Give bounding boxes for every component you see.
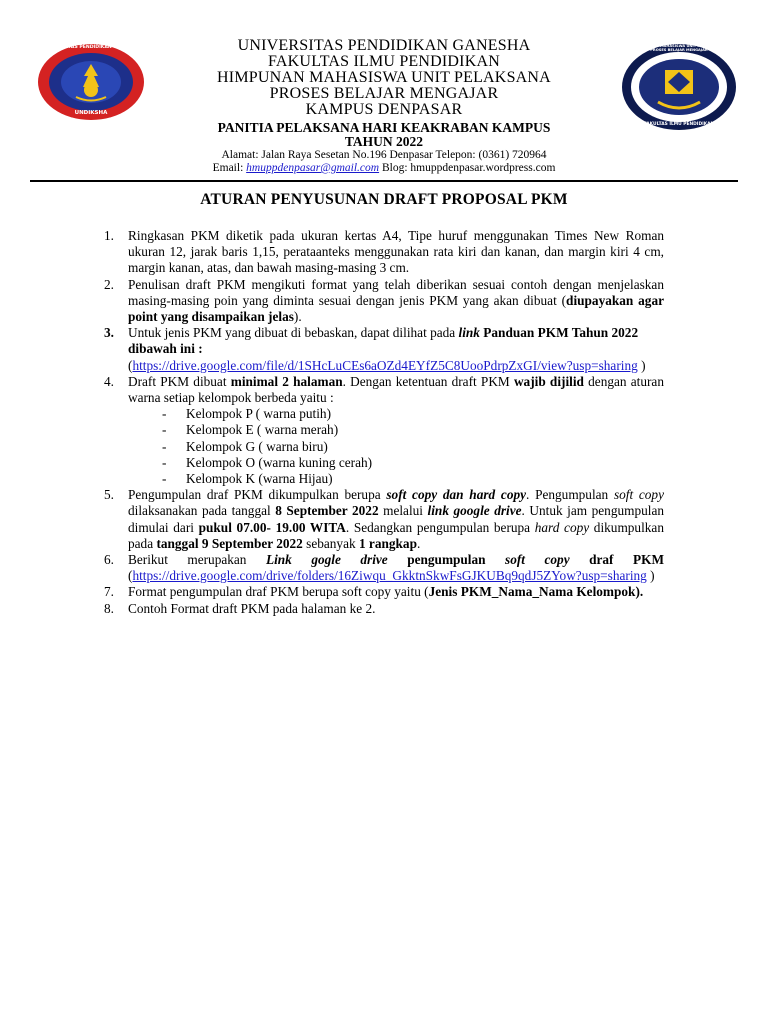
university-name: UNIVERSITAS PENDIDIKAN GANESHA xyxy=(237,37,531,54)
rule-8: 8. Contoh Format draft PKM pada halaman ke 2. xyxy=(104,600,376,616)
group-item: - Kelompok P ( warna putih) xyxy=(162,406,332,422)
committee-name: PANITIA PELAKSANA HARI KEAKRABAN KAMPUS xyxy=(217,120,551,135)
rule-6: 6. Berikut merupakan Link gogle drive pengumpulan soft copy draf PKM (https://drive.google.com/drive/folders/16Ziwqu_GkktnSkwFsGJKUBq9qdJ5ZYow?usp=sharing ) xyxy=(104,552,665,584)
rule-2: 2. Penulisan draft PKM mengikuti format yang telah diberikan sesuai contoh dengan menjelaskan masing-masing poin yang diminta sesuai dengan jenis PKM yang akan dibuat (diupayakan agar point yang disampaikan jelas). xyxy=(104,276,664,325)
group-item: - Kelompok G ( warna biru) xyxy=(162,438,328,454)
group-item: - Kelompok E ( warna merah) xyxy=(162,422,339,438)
letterhead-text xyxy=(150,38,618,175)
org-name: HIMPUNAN MAHASISWA UNIT PELAKSANA xyxy=(217,69,551,86)
submission-drive-link[interactable]: https://drive.google.com/drive/folders/16Ziwqu_GkktnSkwFsGJKUBq9qdJ5ZYow?usp=sharing xyxy=(132,568,647,584)
rule-3: 3. Untuk jenis PKM yang dibuat di bebaskan, dapat dilihat pada link Panduan PKM Tahun 2022 dibawah ini : (https://drive.google.com/file/d/1SHcLuCEs6aOZd4EYfZ5C8UooPdrpZxGI/view?usp=sharing ) xyxy=(104,325,646,373)
rule-5: 5. Pengumpulan draf PKM dikumpulkan berupa soft copy dan hard copy. Pengumpulan soft copy dilaksanakan pada tanggal 8 September 2022 melalui link google drive. Untuk jam pengumpulan dimulai dari pukul 07.00- 19.00 WITA. Sedangkan pengumpulan berupa hard copy dikumpulkan pada tanggal 9 September 2022 sebanyak 1 rangkap. xyxy=(104,487,664,551)
undiksha-logo-text: UNIVERSITAS PENDIDIKAN GANESHA UNDIKSHA xyxy=(43,45,139,116)
rules-list xyxy=(104,228,664,617)
rule-4: 4. Draft PKM dibuat minimal 2 halaman. Dengan ketentuan draft PKM wajib dijilid dengan aturan warna setiap kelompok berbeda yaitu : xyxy=(104,373,664,406)
document-title: ATURAN PENYUSUNAN DRAFT PROPOSAL PKM xyxy=(200,191,568,208)
pkm-guide-link[interactable]: https://drive.google.com/file/d/1SHcLuCEs6aOZd4EYfZ5C8UooPdrpZxGI/view?usp=sharing xyxy=(132,357,638,373)
org-name-2: PROSES BELAJAR MENGAJAR xyxy=(269,85,499,102)
letterhead xyxy=(0,0,768,185)
group-item: - Kelompok K (warna Hijau) xyxy=(162,471,333,487)
group-item: - Kelompok O (warna kuning cerah) xyxy=(162,454,373,470)
address: Alamat: Jalan Raya Sesetan No.196 Denpasar Telepon: (0361) 720964 xyxy=(221,149,547,161)
faculty-name: FAKULTAS ILMU PENDIDIKAN xyxy=(268,53,500,70)
email-link[interactable]: hmuppdenpasar@gmail.com xyxy=(246,162,380,174)
hmupp-logo-text: HIMPUNAN MAHASISWA UNIT PELAKSANA PROSES BELAJAR MENGAJAR FAKULTAS ILMU PENDIDIKAN xyxy=(636,44,722,127)
committee-year: TAHUN 2022 xyxy=(344,134,424,149)
contact-line: Email: hmuppdenpasar@gmail.com Blog: hmuppdenpasar.wordpress.com xyxy=(212,162,556,174)
header-divider xyxy=(30,180,738,182)
rule-1: 1. Ringkasan PKM diketik pada ukuran kertas A4, Tipe huruf menggunakan Times New Roman ukuran 12, jarak baris 1,15, perataanteks menggunakan rata kiri dan kanan, dan margin kiri 4 cm, margin kanan, atas, dan bawah masing-masing 3 cm. xyxy=(104,228,664,276)
campus-name: KAMPUS DENPASAR xyxy=(305,101,463,118)
rule-7: 7. Format pengumpulan draf PKM berupa soft copy yaitu (Jenis PKM_Nama_Nama Kelompok). xyxy=(104,584,644,600)
